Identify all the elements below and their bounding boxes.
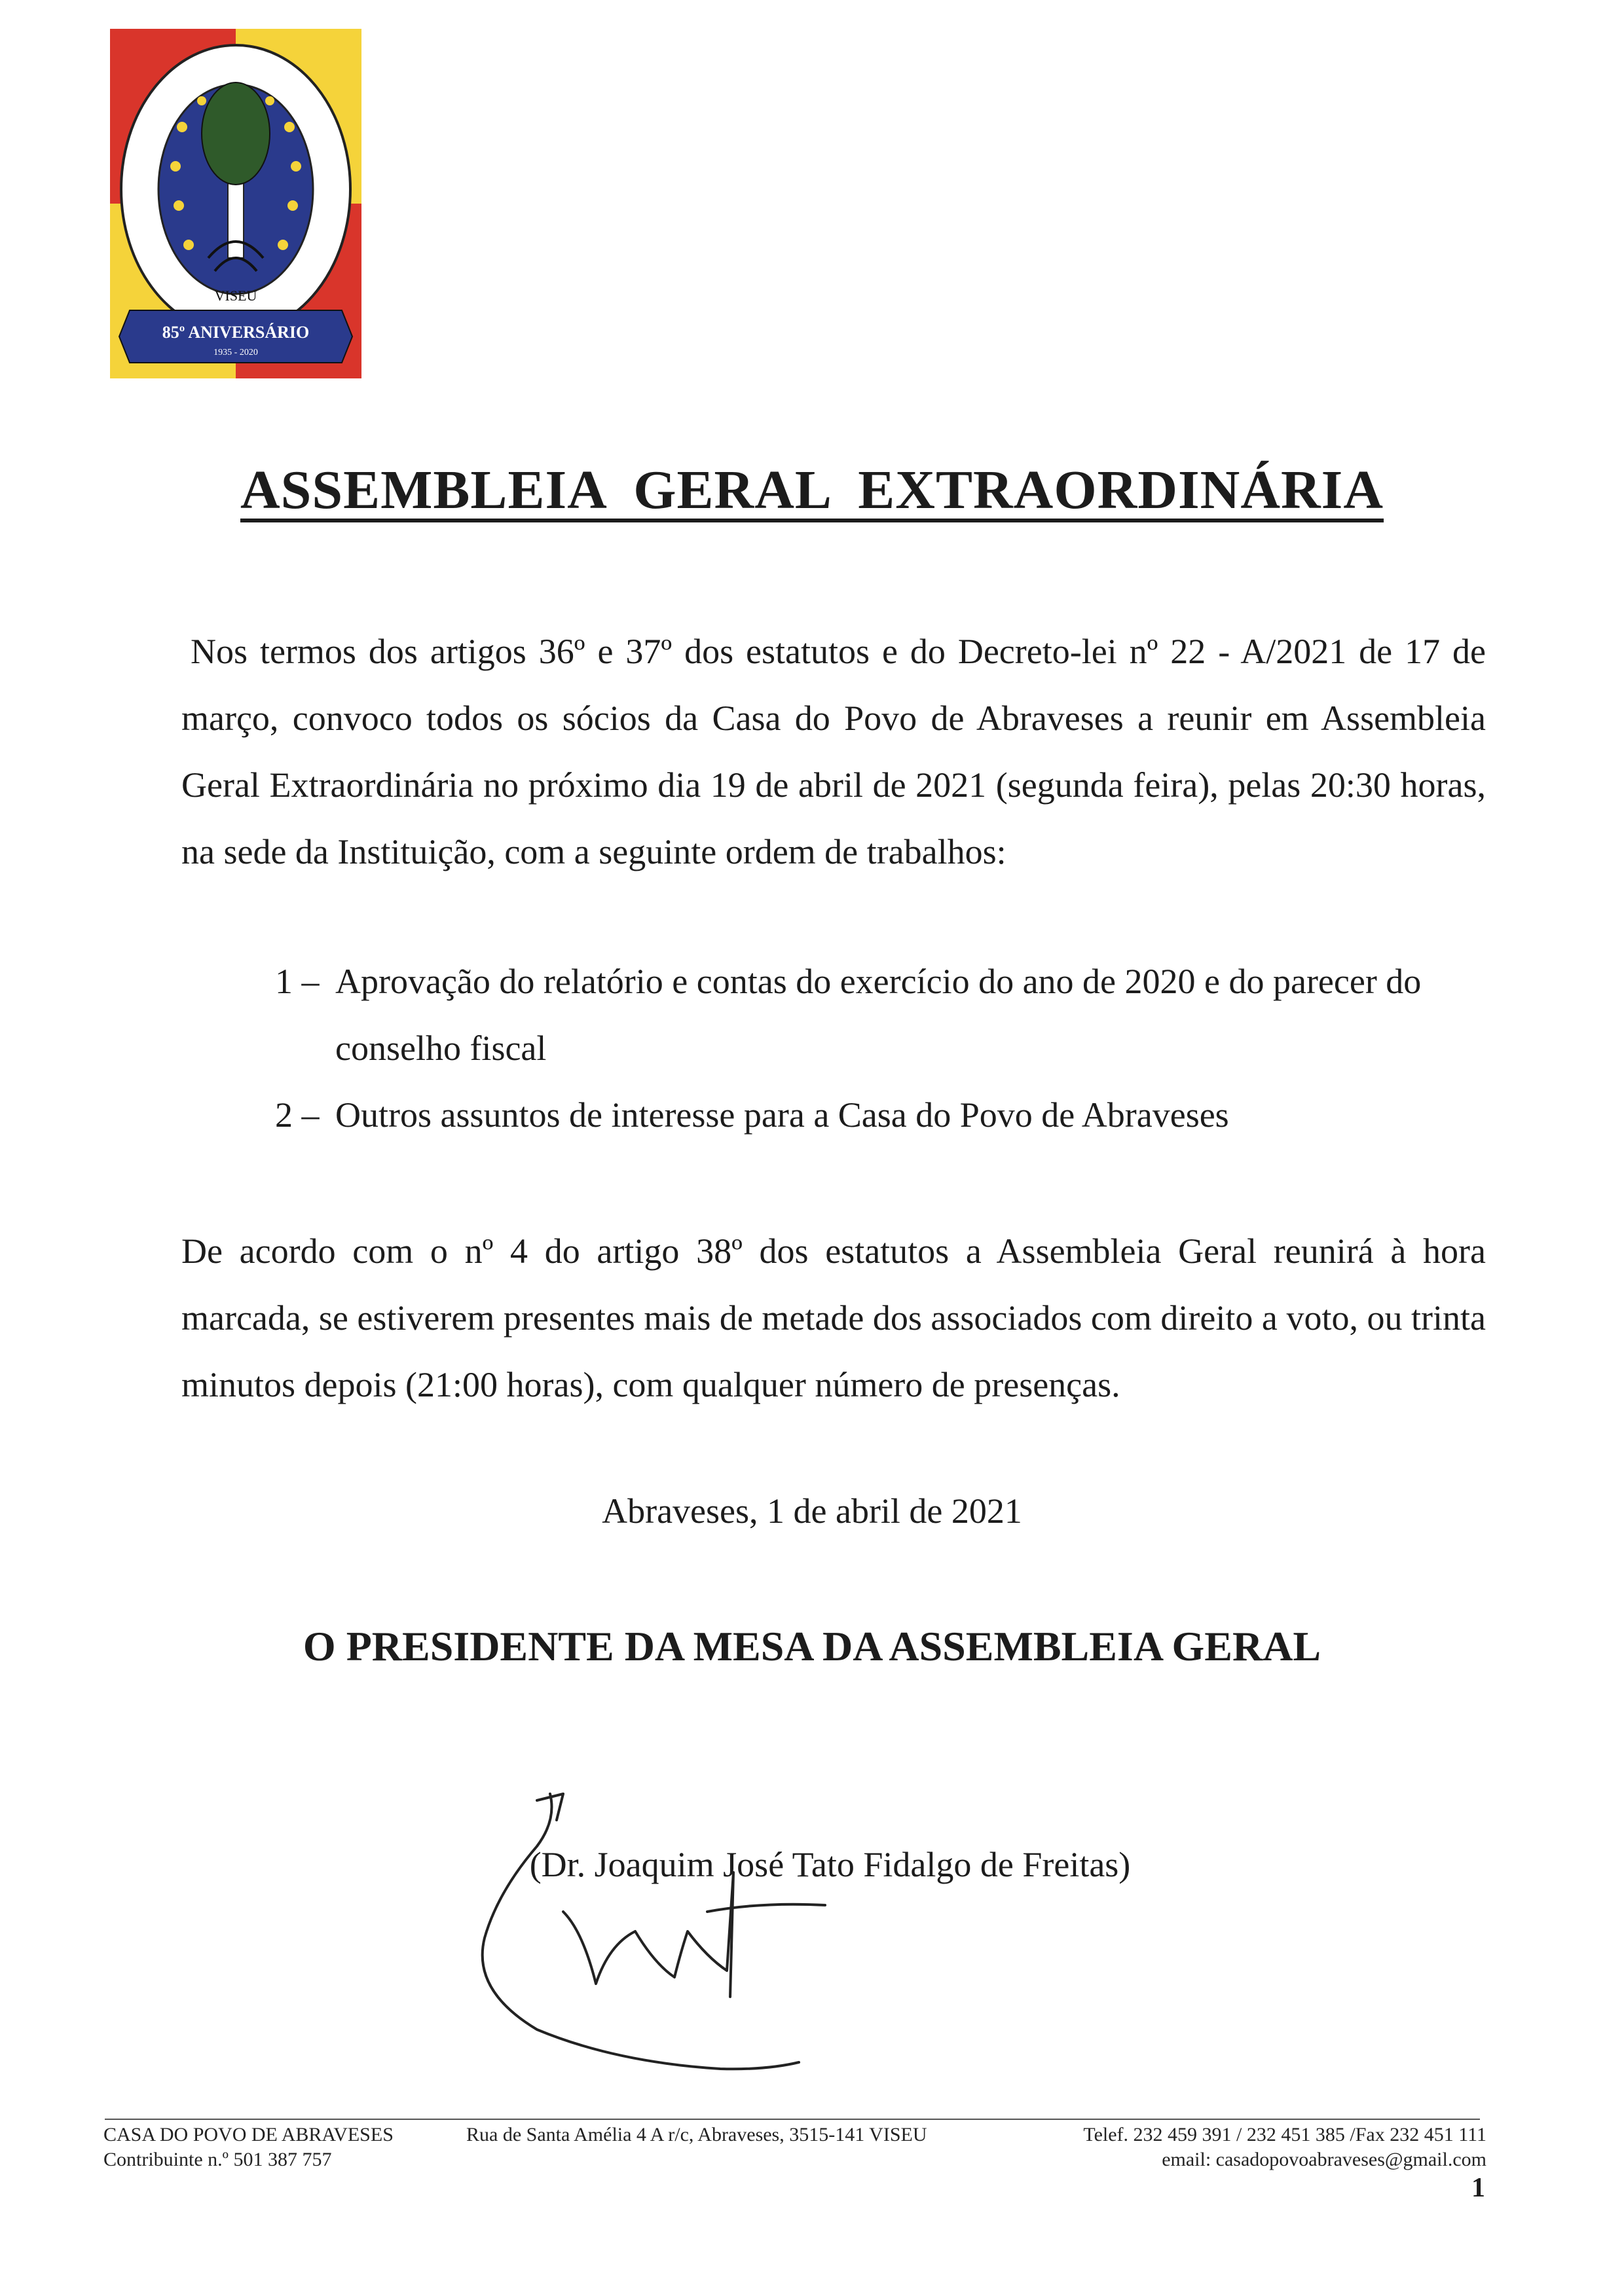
footer-tax-id: Contribuinte n.º 501 387 757 — [103, 2149, 332, 2170]
agenda-item-number: 2 – — [275, 1095, 320, 1135]
agenda-item-text: Aprovação do relatório e contas do exercício do ano de 2020 e do parecer do conselho fiscal — [335, 962, 1422, 1068]
agenda-item-number: 1 – — [275, 962, 320, 1001]
signatory-title: O PRESIDENTE DA MESA DA ASSEMBLEIA GERAL — [303, 1623, 1321, 1669]
handwritten-signature — [458, 1781, 904, 2095]
logo-city: VISEU — [214, 287, 257, 304]
logo-years: 1935 - 2020 — [213, 348, 258, 357]
institution-logo — [110, 29, 361, 378]
footer-contacts — [1083, 2123, 1486, 2172]
footer-address: Rua de Santa Amélia 4 A r/c, Abraveses, 3515-141 VISEU — [466, 2124, 927, 2145]
agenda-item — [275, 1082, 1486, 1148]
agenda-list — [275, 948, 1486, 1148]
logo-banner: 85º ANIVERSÁRIO — [162, 323, 310, 342]
footer-org — [103, 2123, 394, 2172]
footer-org-name: CASA DO POVO DE ABRAVESES — [103, 2124, 394, 2145]
agenda-item-text: Outros assuntos de interesse para a Casa do Povo de Abraveses — [335, 1095, 1229, 1135]
page-title: ASSEMBLEIA GERAL EXTRAORDINÁRIA — [240, 460, 1384, 520]
quorum-paragraph: De acordo com o nº 4 do artigo 38º dos estatutos a Assembleia Geral reunirá à hora marcada, se estiverem presentes mais de metade dos associados com direito a voto, ou trinta minutos depois (21:00 horas), com qualquer número de presenças. — [181, 1231, 1486, 1404]
footer-email: email: casadopovoabraveses@gmail.com — [1162, 2149, 1486, 2170]
page-number: 1 — [1471, 2173, 1485, 2203]
footer-divider — [105, 2119, 1480, 2120]
agenda-item — [275, 948, 1486, 1082]
signatory-name: (Dr. Joaquim José Tato Fidalgo de Freitas) — [529, 1845, 1131, 1884]
footer-phones: Telef. 232 459 391 / 232 451 385 /Fax 232 451 111 — [1083, 2124, 1486, 2145]
convocation-paragraph: Nos termos dos artigos 36º e 37º dos estatutos e do Decreto-lei nº 22 - A/2021 de 17 de março, convoco todos os sócios da Casa do Povo de Abraveses a reunir em Assembleia Geral Extraordinária no próximo dia 19 de abril de 2021 (segunda feira), pelas 20:30 horas, na sede da Instituição, com a seguinte ordem de trabalhos: — [181, 632, 1486, 871]
place-date: Abraveses, 1 de abril de 2021 — [602, 1491, 1022, 1531]
